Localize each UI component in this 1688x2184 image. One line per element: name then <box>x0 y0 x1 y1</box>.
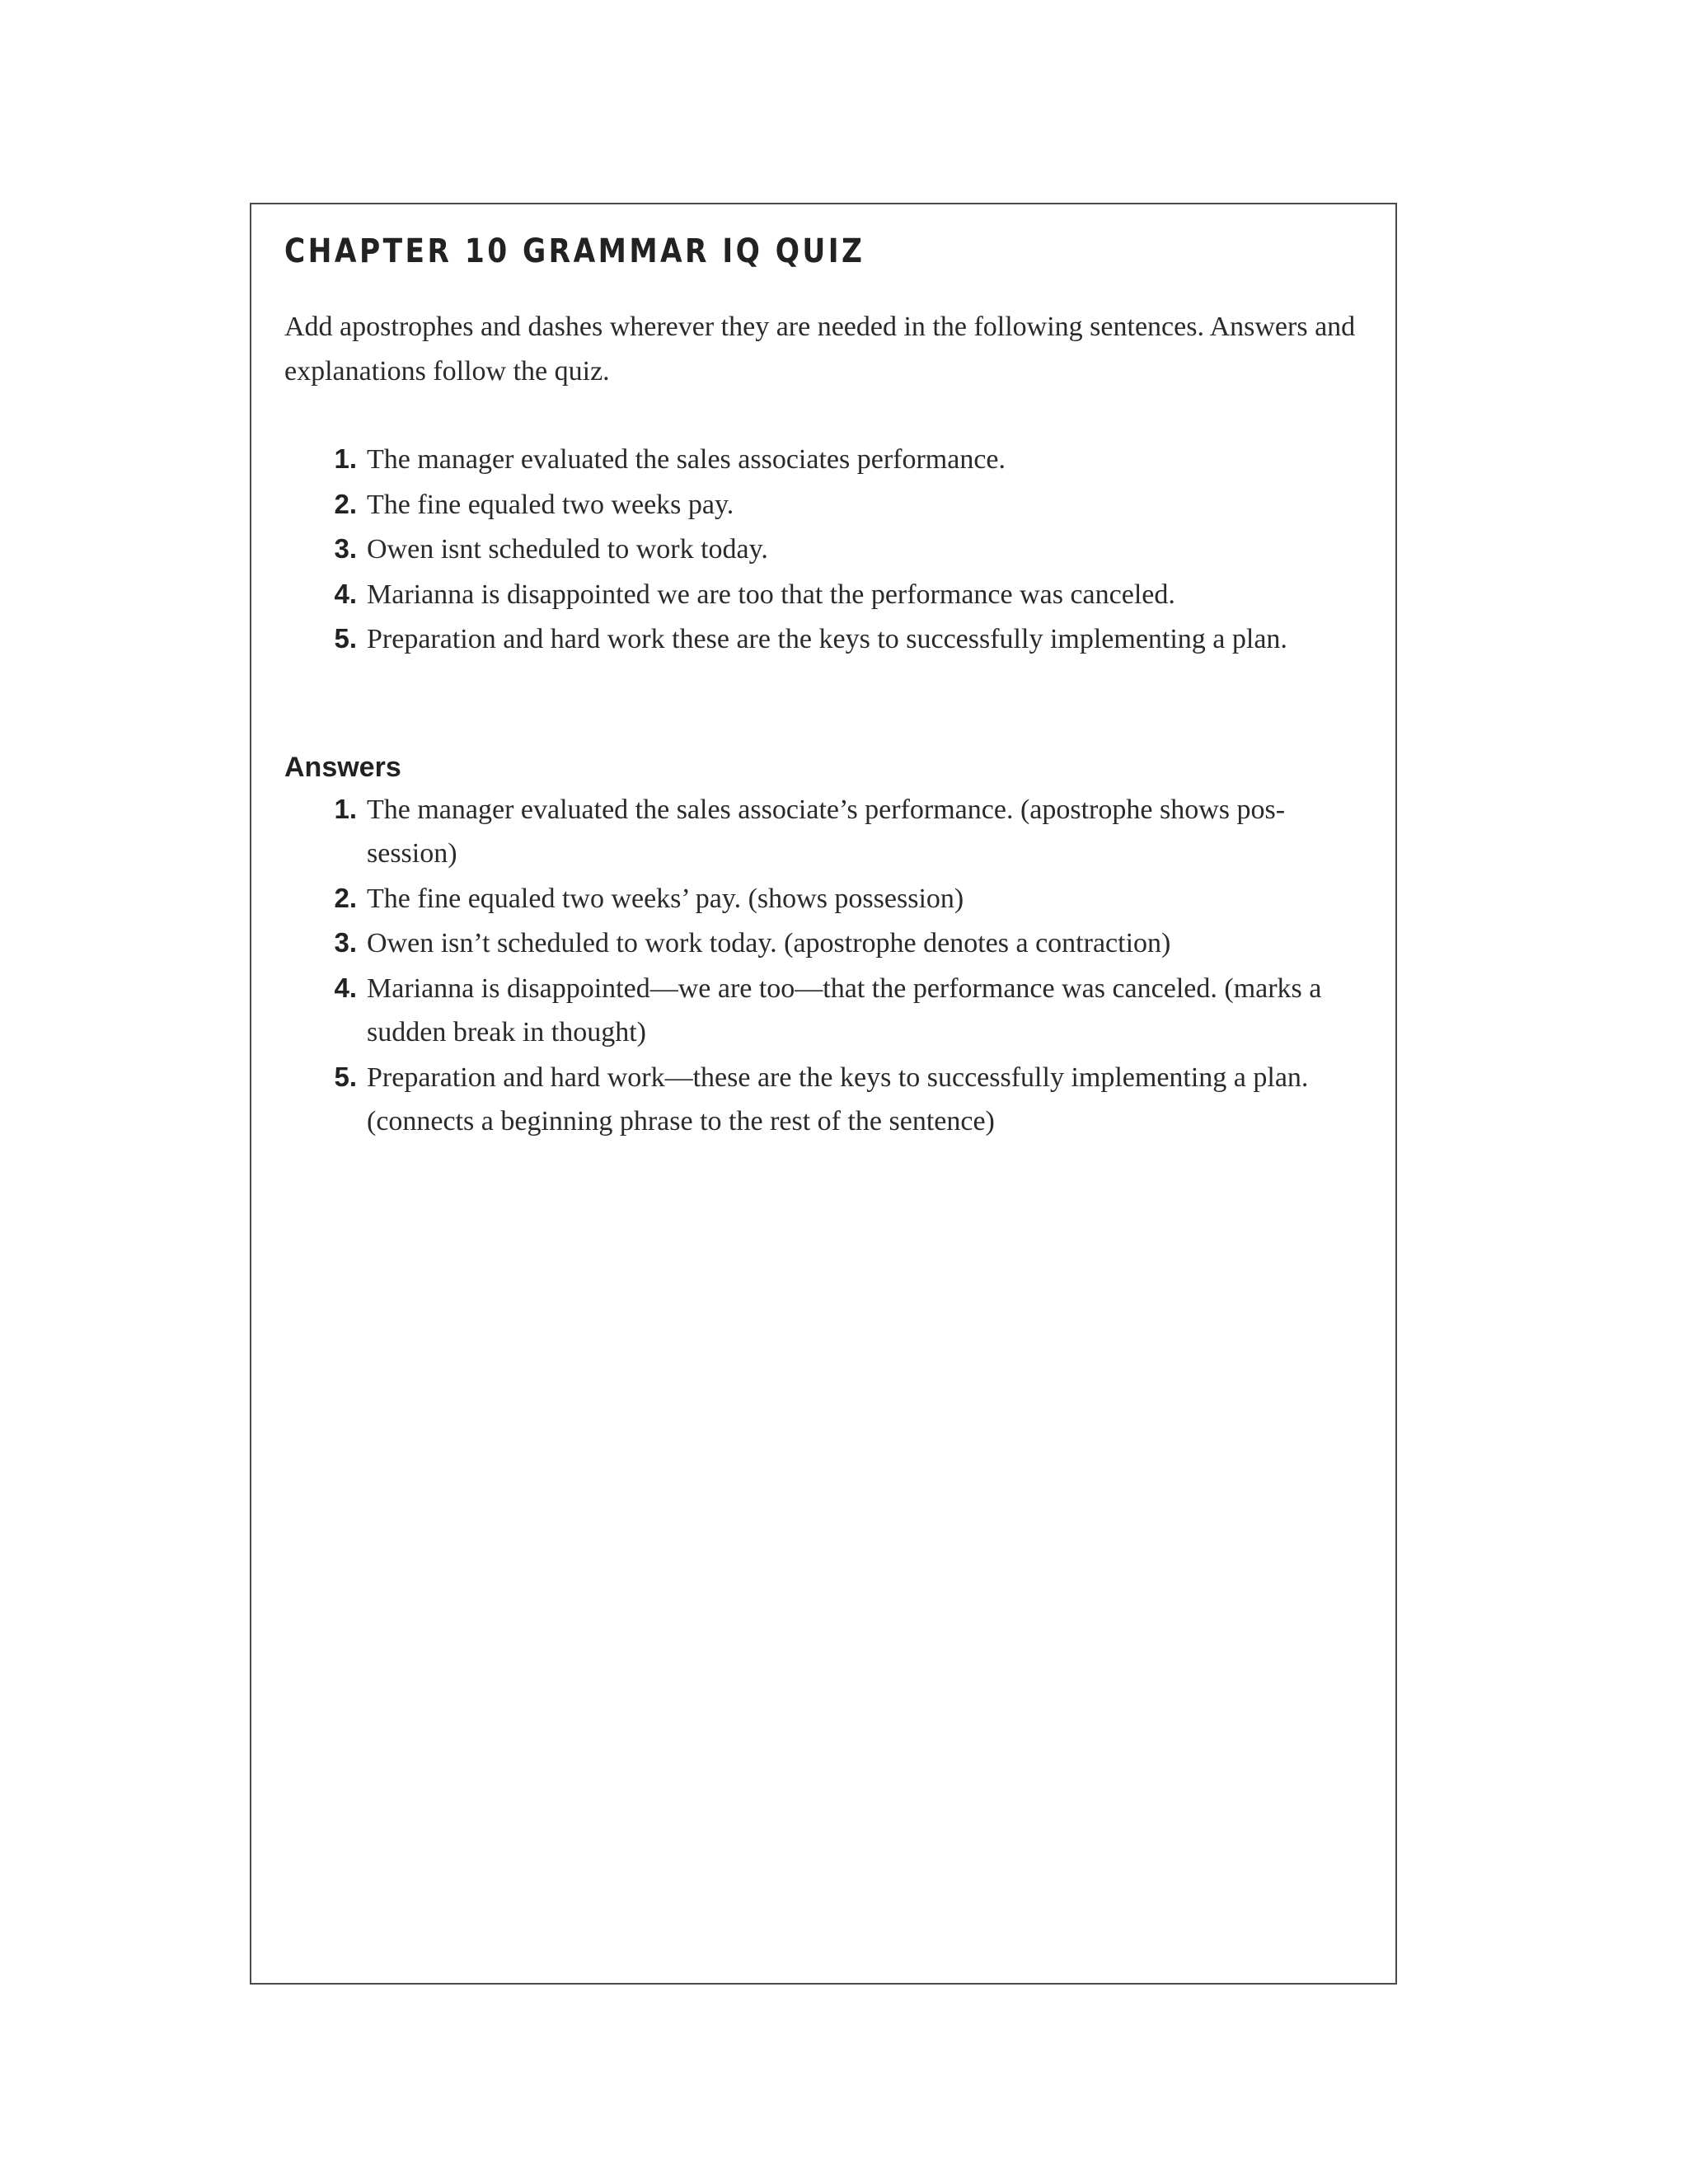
question-text: Preparation and hard work these are the keys to successfully implementing a plan. <box>367 624 1287 654</box>
question-item <box>284 437 1366 482</box>
answer-item <box>284 1055 1341 1144</box>
question-list <box>284 437 1366 662</box>
question-number: 3. <box>334 533 357 564</box>
answer-text: Preparation and hard work—these are the keys to successfully implementing a plan. (connects a beginning phrase to the rest of the sentence) <box>367 1062 1309 1137</box>
page-title: CHAPTER 10 GRAMMAR IQ QUIZ <box>284 232 865 270</box>
question-number: 5. <box>334 623 357 654</box>
question-item <box>284 616 1366 662</box>
question-text: The fine equaled two weeks pay. <box>367 489 734 520</box>
answer-number: 2. <box>334 882 357 913</box>
answer-item <box>284 787 1341 876</box>
question-text: Marianna is disappointed we are too that the performance was canceled. <box>367 579 1175 610</box>
answer-item <box>284 966 1341 1055</box>
answer-text: Marianna is disappointed—we are too—that the performance was canceled. (marks a sudden break in thought) <box>367 972 1322 1047</box>
answer-item <box>284 876 1341 921</box>
answers-heading: Answers <box>284 751 401 783</box>
question-text: The manager evaluated the sales associates performance. <box>367 444 1006 475</box>
answer-item <box>284 921 1341 966</box>
answer-number: 3. <box>334 927 357 958</box>
question-item <box>284 482 1366 527</box>
answer-text: The manager evaluated the sales associate’s performance. (apostrophe shows pos-session) <box>367 794 1286 869</box>
question-number: 1. <box>334 443 357 474</box>
quiz-content <box>284 229 1366 1144</box>
answer-number: 5. <box>334 1061 357 1092</box>
question-text: Owen isnt scheduled to work today. <box>367 534 768 565</box>
answer-list <box>284 787 1366 1144</box>
quiz-box <box>250 203 1397 1985</box>
answer-text: The fine equaled two weeks’ pay. (shows possession) <box>367 883 964 914</box>
answer-number: 4. <box>334 972 357 1003</box>
answer-text: Owen isn’t scheduled to work today. (apostrophe denotes a contraction) <box>367 928 1171 958</box>
question-item <box>284 527 1366 572</box>
question-item <box>284 572 1366 617</box>
answer-number: 1. <box>334 793 357 824</box>
question-number: 2. <box>334 488 357 519</box>
instructions-paragraph: Add apostrophes and dashes wherever they are needed in the following sentences. Answers and explanations follow the quiz. <box>284 312 1356 387</box>
question-number: 4. <box>334 578 357 609</box>
